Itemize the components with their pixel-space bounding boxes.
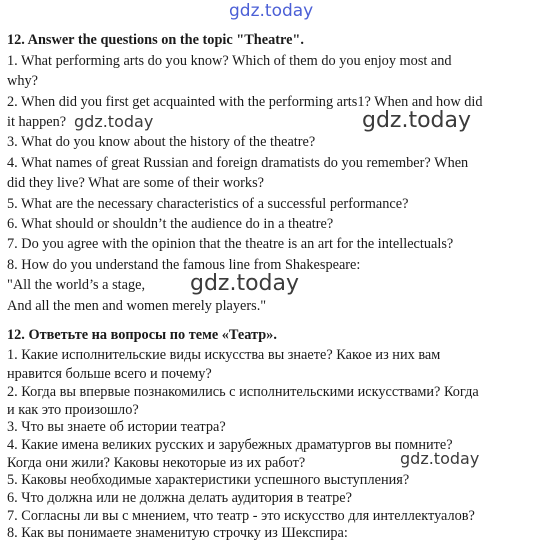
english-line: 6. What should or shouldn’t the audience do in a theatre? [7, 216, 334, 232]
english-line: 4. What names of great Russian and foreign dramatists do you remember? When [7, 155, 469, 171]
watermark-top: gdz.today [229, 1, 314, 21]
english-quote-line: And all the men and women merely players." [7, 298, 267, 314]
russian-line: 1. Какие исполнительские виды искусства вы знаете? Какое из них вам [7, 347, 441, 363]
english-line: 1. What performing arts do you know? Which of them do you enjoy most and [7, 53, 452, 69]
russian-line: нравится больше всего и почему? [7, 366, 212, 382]
watermark-center: gdz.today [190, 271, 300, 296]
russian-line: и как это произошло? [7, 402, 139, 418]
english-line: 5. What are the necessary characteristics of a successful performance? [7, 196, 409, 212]
russian-line: Когда они жили? Каковы некоторые из их работ? [7, 455, 306, 471]
english-line: did they live? What are some of their works? [7, 175, 264, 191]
english-line: why? [7, 73, 38, 89]
russian-heading: 12. Ответьте на вопросы по теме «Театр». [7, 327, 277, 343]
russian-line: 7. Согласны ли вы с мнением, что театр - это искусство для интеллектуалов? [7, 508, 475, 524]
english-line: 7. Do you agree with the opinion that the theatre is an art for the intellectuals? [7, 236, 454, 252]
english-line: it happen? [7, 114, 67, 130]
russian-line: 3. Что вы знаете об истории театра? [7, 419, 226, 435]
english-quote-line: "All the world’s a stage, [7, 277, 146, 293]
english-line: 8. How do you understand the famous line from Shakespeare: [7, 257, 361, 273]
watermark-inline: gdz.today [74, 112, 154, 131]
watermark-right: gdz.today [362, 108, 472, 133]
english-line: 2. When did you first get acquainted with the performing arts1? When and how did [7, 94, 483, 110]
russian-line: 8. Как вы понимаете знаменитую строчку из Шекспира: [7, 525, 348, 541]
english-heading: 12. Answer the questions on the topic "Theatre". [7, 32, 304, 48]
watermark-lower: gdz.today [400, 449, 480, 468]
english-line: 3. What do you know about the history of the theatre? [7, 134, 316, 150]
russian-line: 5. Каковы необходимые характеристики успешного выступления? [7, 472, 410, 488]
russian-line: 6. Что должна или не должна делать аудитория в театре? [7, 490, 352, 506]
russian-line: 2. Когда вы впервые познакомились с исполнительскими искусствами? Когда [7, 384, 479, 400]
russian-line: 4. Какие имена великих русских и зарубежных драматургов вы помните? [7, 437, 453, 453]
